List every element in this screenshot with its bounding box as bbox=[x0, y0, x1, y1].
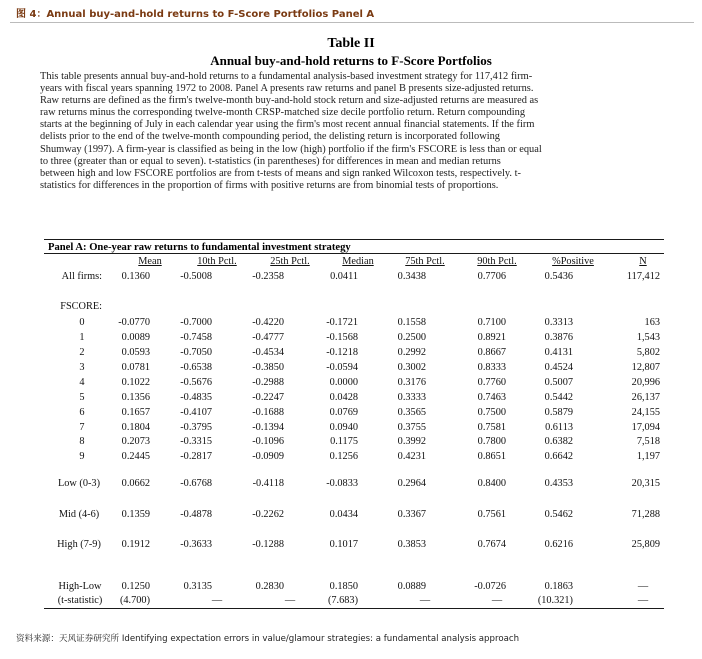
table-cell: 117,412 bbox=[626, 271, 660, 282]
table-cell: -0.7458 bbox=[180, 332, 212, 343]
table-cell: -0.1721 bbox=[326, 317, 358, 328]
table-cell: -0.2262 bbox=[252, 509, 284, 520]
table-cell: 71,288 bbox=[631, 509, 660, 520]
table-cell: — bbox=[419, 595, 431, 606]
source-note: 资料来源：天风证券研究所 Identifying expectation errors in value/glamour strategies: a fundamental analysis approach bbox=[16, 634, 520, 644]
table-cell: 24,155 bbox=[631, 407, 660, 418]
description-line: delists prior to the end of the twelve-month compounding period, the delisting return is incorporated following bbox=[40, 131, 500, 143]
table-cell: -0.4777 bbox=[252, 332, 284, 343]
row-label: 3 bbox=[79, 362, 85, 373]
table-cell: 0.8651 bbox=[477, 451, 506, 462]
table-cell: 0.1256 bbox=[329, 451, 358, 462]
description-line: between high and low FSCORE portfolios are from t-tests of means and sign ranked Wilcoxon tests, respectively. t- bbox=[40, 167, 521, 179]
row-label: 1 bbox=[79, 332, 85, 343]
table-cell: 0.7760 bbox=[477, 377, 506, 388]
table-cell: (4.700) bbox=[119, 595, 150, 606]
table-cell: -0.1096 bbox=[252, 436, 284, 447]
table-cell: 1,197 bbox=[636, 451, 660, 462]
table-cell: -0.0770 bbox=[118, 317, 150, 328]
table-cell: 20,315 bbox=[631, 478, 660, 489]
table-cell: — bbox=[491, 595, 503, 606]
table-cell: 5,802 bbox=[636, 347, 660, 358]
header-rule bbox=[10, 22, 694, 23]
table-cell: -0.4118 bbox=[252, 478, 284, 489]
table-cell: 0.1850 bbox=[329, 581, 358, 592]
table-cell: 0.0411 bbox=[330, 271, 358, 282]
row-label: 0 bbox=[79, 317, 85, 328]
table-cell: 0.3853 bbox=[397, 539, 426, 550]
row-label: (t-statistic) bbox=[57, 595, 103, 606]
table-cell: 0.7100 bbox=[477, 317, 506, 328]
table-cell: 0.5442 bbox=[544, 392, 573, 403]
table-cell: -0.0726 bbox=[474, 581, 506, 592]
table-cell: 0.1863 bbox=[544, 581, 573, 592]
row-label: 5 bbox=[79, 392, 85, 403]
column-header: 25th Pctl. bbox=[270, 256, 310, 267]
table-cell: 0.0434 bbox=[329, 509, 358, 520]
column-header: N bbox=[639, 256, 647, 267]
column-header: Median bbox=[342, 256, 374, 267]
table-cell: 26,137 bbox=[631, 392, 660, 403]
table-number: Table II bbox=[327, 36, 375, 51]
column-header: 90th Pctl. bbox=[477, 256, 517, 267]
description-line: raw returns minus the corresponding twelve-month CRSP-matched size decile portfolio return. Return compounding bbox=[40, 107, 526, 119]
table-cell: 0.5462 bbox=[544, 509, 573, 520]
table-cell: 0.3176 bbox=[397, 377, 426, 388]
table-cell: 0.0769 bbox=[329, 407, 358, 418]
table-cell: -0.1288 bbox=[252, 539, 284, 550]
column-header: Mean bbox=[138, 256, 162, 267]
table-cell: -0.2247 bbox=[252, 392, 284, 403]
table-cell: — bbox=[637, 581, 649, 592]
description-line: to three (greater than or equal to seven). t-statistics (in parentheses) for differences in mean and median returns bbox=[40, 155, 501, 167]
table-cell: 0.4353 bbox=[544, 478, 573, 489]
table-cell: 0.0593 bbox=[121, 347, 150, 358]
table-cell: -0.0833 bbox=[326, 478, 358, 489]
table-cell: -0.4878 bbox=[180, 509, 212, 520]
table-cell: 0.1175 bbox=[330, 436, 358, 447]
table-cell: -0.3795 bbox=[180, 422, 212, 433]
table-cell: 0.0940 bbox=[329, 422, 358, 433]
table-cell: 0.1250 bbox=[121, 581, 150, 592]
table-cell: 0.1912 bbox=[121, 539, 150, 550]
table-cell: 0.7561 bbox=[477, 509, 506, 520]
table-bottom-rule bbox=[44, 608, 664, 609]
table-cell: 0.7800 bbox=[477, 436, 506, 447]
table-cell: 0.7500 bbox=[477, 407, 506, 418]
table-cell: -0.2358 bbox=[252, 271, 284, 282]
table-cell: 0.3333 bbox=[397, 392, 426, 403]
table-cell: 0.1360 bbox=[121, 271, 150, 282]
table-cell: 0.1657 bbox=[121, 407, 150, 418]
description-line: starts at the beginning of July in each calendar year using the firm's most recent annual financial statements. If the firm bbox=[40, 119, 535, 131]
figure-header bbox=[0, 0, 702, 22]
table-cell: 17,094 bbox=[631, 422, 660, 433]
description-line: This table presents annual buy-and-hold returns to a fundamental analysis-based investment strategy for 117,412 firm- bbox=[40, 71, 533, 82]
row-label: All firms: bbox=[61, 271, 102, 282]
table-cell: -0.4835 bbox=[180, 392, 212, 403]
row-label: Low (0-3) bbox=[57, 478, 101, 489]
table-cell: 0.4231 bbox=[397, 451, 426, 462]
table-cell: 0.3755 bbox=[397, 422, 426, 433]
row-label: 2 bbox=[79, 347, 85, 358]
table-cell: 0.2445 bbox=[121, 451, 150, 462]
row-label: 4 bbox=[79, 377, 85, 388]
table-cell: 0.7581 bbox=[477, 422, 506, 433]
table-cell: -0.1394 bbox=[252, 422, 284, 433]
table-cell: -0.0594 bbox=[326, 362, 358, 373]
table-cell: 12,807 bbox=[631, 362, 660, 373]
table-cell: -0.4220 bbox=[252, 317, 284, 328]
table-cell: 0.6113 bbox=[545, 422, 573, 433]
description-line: statistics for differences in the proportion of firms with positive returns are from binomial tests of proportions. bbox=[40, 179, 499, 191]
table-cell: -0.3633 bbox=[180, 539, 212, 550]
row-label: Mid (4-6) bbox=[58, 509, 100, 520]
description-line: years with fiscal years spanning 1972 to 2008. Panel A presents raw returns and panel B presents size-adjusted returns. bbox=[40, 83, 534, 95]
column-header: %Positive bbox=[552, 256, 594, 267]
table-cell: 0.1804 bbox=[121, 422, 150, 433]
table-cell: 25,809 bbox=[631, 539, 660, 550]
table-cell: -0.5008 bbox=[180, 271, 212, 282]
table-cell: 0.1359 bbox=[121, 509, 150, 520]
row-label: 9 bbox=[79, 451, 85, 462]
table-cell: 0.5007 bbox=[544, 377, 573, 388]
table-cell: -0.6768 bbox=[180, 478, 212, 489]
table-cell: 0.8333 bbox=[477, 362, 506, 373]
table-cell: — bbox=[637, 595, 649, 606]
table-cell: — bbox=[211, 595, 223, 606]
table-cell: 163 bbox=[644, 317, 660, 328]
table-cell: 0.2964 bbox=[397, 478, 426, 489]
row-label: 6 bbox=[79, 407, 85, 418]
table-cell: -0.6538 bbox=[180, 362, 212, 373]
table-cell: 0.2073 bbox=[121, 436, 150, 447]
table-cell: 0.0781 bbox=[121, 362, 150, 373]
table-cell: 20,996 bbox=[631, 377, 660, 388]
column-header: 10th Pctl. bbox=[197, 256, 237, 267]
table-cell: 0.4524 bbox=[544, 362, 573, 373]
table-cell: -0.3850 bbox=[252, 362, 284, 373]
table-cell: (10.321) bbox=[537, 595, 573, 606]
table-cell: 0.7706 bbox=[477, 271, 506, 282]
table-cell: 0.0889 bbox=[397, 581, 426, 592]
table-cell: 0.6216 bbox=[544, 539, 573, 550]
table-cell: 0.3135 bbox=[183, 581, 212, 592]
table-cell: -0.0909 bbox=[252, 451, 284, 462]
table-cell: 0.0089 bbox=[121, 332, 150, 343]
table-cell: 0.5879 bbox=[544, 407, 573, 418]
table-description bbox=[40, 71, 668, 192]
table-cell: 0.2500 bbox=[397, 332, 426, 343]
figure-caption: 图 4：Annual buy-and-hold returns to F-Score Portfolios Panel A bbox=[16, 9, 375, 20]
description-line: Shumway (1997). A firm-year is classified as being in the low (high) portfolio if the firm's FSCORE is less than or equal bbox=[40, 143, 542, 155]
table-cell: -0.1688 bbox=[252, 407, 284, 418]
table-cell: 0.1356 bbox=[121, 392, 150, 403]
table-cell: 0.7674 bbox=[477, 539, 506, 550]
row-label: 8 bbox=[79, 436, 85, 447]
table-cell: 0.5436 bbox=[544, 271, 573, 282]
table-cell: 0.3876 bbox=[544, 332, 573, 343]
table-cell: 0.8921 bbox=[477, 332, 506, 343]
table-cell: 0.0000 bbox=[329, 377, 358, 388]
table-cell: 0.3992 bbox=[397, 436, 426, 447]
table-cell: -0.5676 bbox=[180, 377, 212, 388]
table-cell: 0.3002 bbox=[397, 362, 426, 373]
table-cell: 1,543 bbox=[636, 332, 660, 343]
panel-title: Panel A: One-year raw returns to fundamental investment strategy bbox=[48, 242, 351, 253]
table-cell: 0.2830 bbox=[255, 581, 284, 592]
row-label: High (7-9) bbox=[57, 539, 101, 550]
column-header: 75th Pctl. bbox=[405, 256, 445, 267]
table-cell: 0.2992 bbox=[397, 347, 426, 358]
table-cell: 0.3438 bbox=[397, 271, 426, 282]
panel-header-rule bbox=[44, 253, 664, 254]
table-cell: -0.1218 bbox=[326, 347, 358, 358]
table-cell: 0.8667 bbox=[477, 347, 506, 358]
table-cell: 7,518 bbox=[636, 436, 660, 447]
table-title: Annual buy-and-hold returns to F-Score Portfolios bbox=[210, 53, 492, 68]
table-cell: 0.1558 bbox=[397, 317, 426, 328]
table-cell: -0.3315 bbox=[180, 436, 212, 447]
description-line: Raw returns are defined as the firm's twelve-month buy-and-hold stock return and size-adjusted returns are measured as bbox=[40, 95, 539, 107]
table-cell: 0.1022 bbox=[121, 377, 150, 388]
table-cell: 0.1017 bbox=[329, 539, 358, 550]
table-cell: 0.7463 bbox=[477, 392, 506, 403]
table-cell: 0.8400 bbox=[477, 478, 506, 489]
table-cell: -0.2988 bbox=[252, 377, 284, 388]
panel-top-rule bbox=[44, 239, 664, 240]
table-cell: 0.4131 bbox=[544, 347, 573, 358]
table-cell: -0.4534 bbox=[252, 347, 284, 358]
table-cell: 0.0662 bbox=[121, 478, 150, 489]
table-cell: 0.6642 bbox=[544, 451, 573, 462]
table-cell: 0.0428 bbox=[329, 392, 358, 403]
table-cell: — bbox=[284, 595, 296, 606]
table-cell: 0.3313 bbox=[544, 317, 573, 328]
table-cell: 0.6382 bbox=[544, 436, 573, 447]
row-label: 7 bbox=[79, 422, 85, 433]
table-cell: -0.2817 bbox=[180, 451, 212, 462]
table-cell: -0.7050 bbox=[180, 347, 212, 358]
fscore-label: FSCORE: bbox=[60, 301, 102, 312]
table-cell: -0.4107 bbox=[180, 407, 212, 418]
table-cell: 0.3565 bbox=[397, 407, 426, 418]
table-cell: (7.683) bbox=[327, 595, 358, 606]
table-cell: -0.1568 bbox=[326, 332, 358, 343]
table-cell: -0.7000 bbox=[180, 317, 212, 328]
row-label: High-Low bbox=[58, 581, 102, 592]
table-cell: 0.3367 bbox=[397, 509, 426, 520]
